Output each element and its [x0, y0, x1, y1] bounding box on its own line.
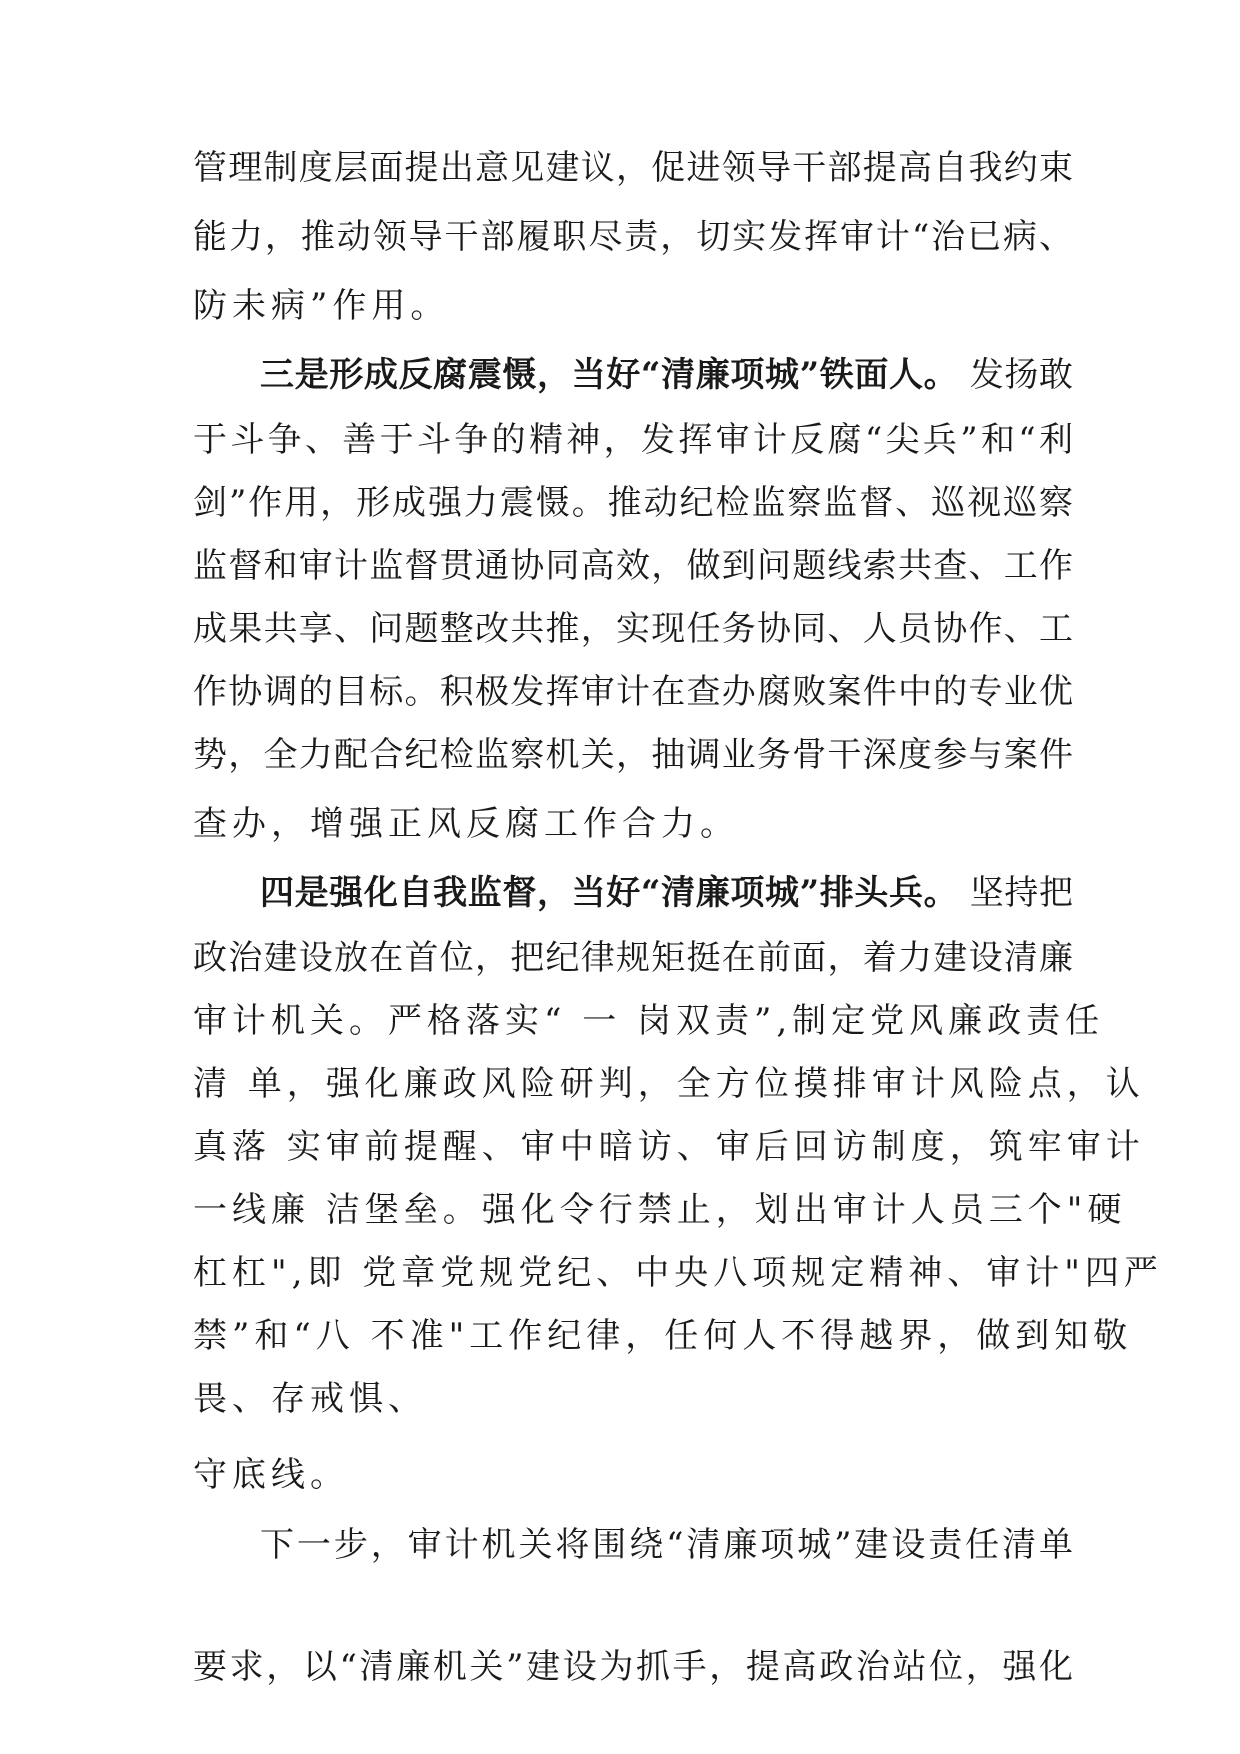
text-line: 能力，推动领导干部履职尽责，切实发挥审计“治已病、 [193, 217, 1073, 257]
section-heading-line [260, 352, 1073, 398]
text-line: 势，全力配合纪检监察机关，抽调业务骨干深度参与案件 [193, 735, 1073, 775]
section-heading-line [260, 870, 1073, 916]
text-line: 禁”和“八 不准"工作纪律，任何人不得越界，做到知敬 [193, 1316, 1133, 1356]
text-line: 管理制度层面提出意见建议，促进领导干部提高自我约束 [193, 148, 1073, 188]
text-line: 下一步，审计机关将围绕“清廉项城”建设责任清单 [260, 1525, 1073, 1565]
text-line: 畏、存戒惧、 [193, 1379, 427, 1419]
text-line: 真落 实审前提醒、审中暗访、审后回访制度，筑牢审计 [193, 1127, 1145, 1167]
text-line: 政治建设放在首位，把纪律规矩挺在前面，着力建设清廉 [193, 938, 1073, 978]
text-line: 成果共享、问题整改共推，实现任务协同、人员协作、工 [193, 609, 1073, 649]
text-line: 防未病”作用。 [193, 286, 450, 326]
section-heading: 三是形成反腐震慑，当好“清廉项城”铁面人。 [260, 355, 959, 395]
text-line: 于斗争、善于斗争的精神，发挥审计反腐“尖兵”和“利 [193, 420, 1073, 460]
text-line: 剑”作用，形成强力震慑。推动纪检监察监督、巡视巡察 [193, 483, 1073, 523]
text-line: 监督和审计监督贯通协同高效，做到问题线索共查、工作 [193, 546, 1073, 586]
text-line: 清 单，强化廉政风险研判，全方位摸排审计风险点，认 [193, 1064, 1145, 1104]
text-fragment: 坚持把 [958, 873, 1073, 913]
text-line: 要求，以“清廉机关”建设为抓手，提高政治站位，强化 [193, 1647, 1073, 1687]
section-heading: 四是强化自我监督，当好“清廉项城”排头兵。 [260, 873, 959, 913]
text-line: 杠杠",即 党章党规党纪、中央八项规定精神、审计"四严 [193, 1253, 1163, 1293]
text-line: 一线廉 洁堡垒。强化令行禁止，划出审计人员三个"硬 [193, 1190, 1127, 1230]
text-line: 作协调的目标。积极发挥审计在查办腐败案件中的专业优 [193, 672, 1073, 712]
text-line: 审计机关。严格落实“ 一 岗双责”,制定党风廉政责任 [193, 1001, 1105, 1041]
text-fragment: 发扬敢 [958, 355, 1073, 395]
text-line: 查办，增强正风反腐工作合力。 [193, 804, 739, 844]
text-line: 守底线。 [193, 1455, 349, 1495]
